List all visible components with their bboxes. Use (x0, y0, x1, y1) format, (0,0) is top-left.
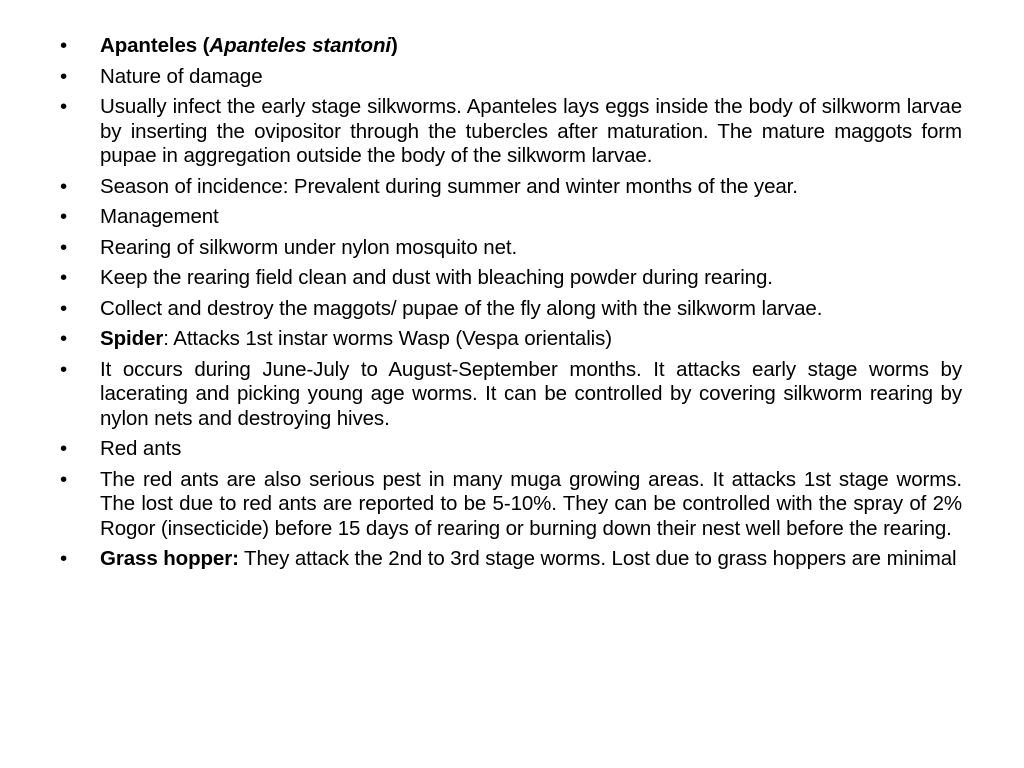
bullet-item-clean-field (60, 266, 962, 291)
bullet-item-season (60, 175, 962, 200)
apanteles-species: Apanteles stantoni (209, 34, 391, 57)
bullet-item-red-ants (60, 437, 962, 462)
bullet-text: Keep the rearing field clean and dust with bleaching powder during rearing. (100, 266, 773, 289)
bullet-item-damage-description (60, 95, 962, 169)
bullet-text: Collect and destroy the maggots/ pupae of the fly along with the silkworm larvae. (100, 296, 823, 320)
bullet-icon: • (60, 205, 68, 228)
bullet-item-destroy-maggots (60, 297, 962, 322)
grass-hopper-heading: Grass hopper: (100, 547, 239, 570)
bullet-text: Rearing of silkworm under nylon mosquito net. (100, 235, 518, 259)
bullet-item-nature-of-damage (60, 65, 962, 90)
bullet-item-red-ants-description (60, 468, 962, 542)
bullet-text: It occurs during June-July to August-September months. It attacks early stage worms by lacerating and picking young age worms. It can be controlled by covering silkworm rearing by nylon nets and destroying hives. (100, 357, 962, 430)
bullet-icon: • (60, 266, 68, 289)
bullet-icon: • (60, 95, 68, 118)
bullet-text: : Attacks 1st instar worms Wasp (Vespa orientalis) (163, 327, 613, 350)
bullet-icon: • (60, 64, 68, 88)
bullet-icon: • (60, 34, 68, 57)
bullet-item-grass-hopper (60, 547, 962, 572)
bullet-icon: • (60, 235, 68, 259)
bullet-icon: • (60, 296, 68, 320)
bullet-icon: • (60, 437, 68, 460)
bullet-text: Nature of damage (100, 64, 263, 88)
bullet-text: Usually infect the early stage silkworms. Apanteles lays eggs inside the body of silkworm larvae by inserting the ovipositor through the tubercles after maturation. The mature maggots form pupae in aggregation outside the body of the silkworm larvae. (100, 95, 962, 167)
bullet-icon: • (60, 357, 68, 381)
bullet-text: Management (100, 205, 219, 228)
bullet-item-occurrence (60, 358, 962, 432)
bullet-icon: • (60, 467, 68, 491)
bullet-text: Red ants (100, 437, 182, 460)
bullet-icon: • (60, 547, 68, 570)
bullet-item-spider (60, 327, 962, 352)
bullet-list (60, 34, 962, 572)
bullet-text: The red ants are also serious pest in many muga growing areas. It attacks 1st stage worms. The lost due to red ants are reported to be 5-10%. They can be controlled with the spray of 2% Rogor (insecticide) before 15 days of rearing or burning down their nest well before the rearing. (100, 467, 962, 540)
bullet-text: They attack the 2nd to 3rd stage worms. Lost due to grass hoppers are minimal (238, 547, 957, 570)
bullet-icon: • (60, 174, 68, 198)
bullet-item-management (60, 205, 962, 230)
spider-heading: Spider (100, 327, 164, 350)
slide-content (60, 34, 962, 578)
apanteles-heading-close: ) (391, 34, 398, 57)
bullet-item-apanteles (60, 34, 962, 59)
bullet-text: Season of incidence: Prevalent during summer and winter months of the year. (100, 174, 798, 198)
apanteles-heading: Apanteles ( (100, 34, 210, 57)
bullet-icon: • (60, 327, 68, 350)
bullet-item-nylon-net (60, 236, 962, 261)
